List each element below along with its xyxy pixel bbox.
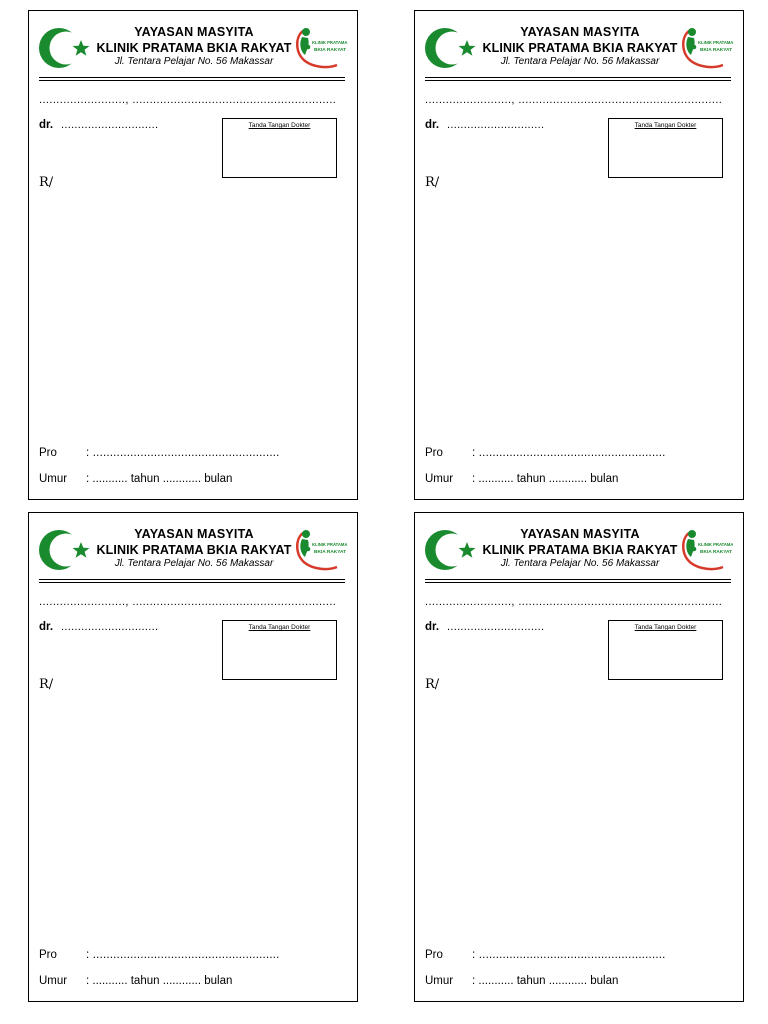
- clinic-address: Jl. Tentara Pelajar No. 56 Makassar: [114, 56, 274, 67]
- doctor-label: dr.: [39, 119, 54, 131]
- signature-label: Tanda Tangan Dokter: [248, 624, 311, 631]
- age-field[interactable]: : ........... tahun ............ bulan: [86, 975, 233, 987]
- age-label: Umur: [39, 975, 68, 987]
- doctor-name-field[interactable]: .............................: [61, 119, 159, 131]
- age-field[interactable]: : ........... tahun ............ bulan: [472, 473, 619, 485]
- header-rule: [425, 582, 731, 583]
- doctor-label: dr.: [425, 621, 440, 633]
- signature-label: Tanda Tangan Dokter: [634, 624, 697, 631]
- header-rule: [425, 77, 731, 78]
- doctor-label: dr.: [425, 119, 440, 131]
- crescent-star-icon: [423, 526, 479, 574]
- signature-box[interactable]: [222, 118, 337, 178]
- age-label: Umur: [39, 473, 68, 485]
- signature-box[interactable]: [608, 118, 723, 178]
- crescent-star-icon: [37, 24, 93, 72]
- age-field[interactable]: : ........... tahun ............ bulan: [472, 975, 619, 987]
- signature-label: Tanda Tangan Dokter: [634, 122, 697, 129]
- foundation-name: YAYASAN MASYITA: [520, 25, 640, 39]
- date-line[interactable]: ........................., ...........................................................: [39, 596, 337, 608]
- rx-symbol: R/: [39, 677, 54, 692]
- age-label: Umur: [425, 473, 454, 485]
- pro-label: Pro: [425, 949, 443, 961]
- signature-label: Tanda Tangan Dokter: [248, 122, 311, 129]
- prescription-card: [414, 10, 744, 500]
- prescription-card: [28, 512, 358, 1002]
- logo-text-bottom: BKIA RAKYAT: [314, 550, 347, 555]
- pro-field[interactable]: : .......................................................: [86, 447, 280, 459]
- signature-box[interactable]: [608, 620, 723, 680]
- prescription-card: [28, 10, 358, 500]
- clinic-name: KLINIK PRATAMA BKIA RAKYAT: [482, 41, 678, 55]
- mother-child-icon: [679, 23, 735, 71]
- signature-box[interactable]: [222, 620, 337, 680]
- clinic-name: KLINIK PRATAMA BKIA RAKYAT: [96, 41, 292, 55]
- pro-label: Pro: [425, 447, 443, 459]
- date-line[interactable]: ........................., ...........................................................: [39, 94, 337, 106]
- logo-text-top: KLINIK PRATAMA: [698, 542, 734, 547]
- crescent-star-icon: [423, 24, 479, 72]
- logo-text-top: KLINIK PRATAMA: [312, 542, 348, 547]
- mother-child-icon: [679, 525, 735, 573]
- header-rule: [39, 582, 345, 583]
- foundation-name: YAYASAN MASYITA: [134, 25, 254, 39]
- header-rule: [425, 80, 731, 81]
- logo-text-bottom: BKIA RAKYAT: [700, 550, 733, 555]
- rx-symbol: R/: [425, 677, 440, 692]
- mother-child-icon: [293, 23, 349, 71]
- doctor-label: dr.: [39, 621, 54, 633]
- doctor-name-field[interactable]: .............................: [447, 119, 545, 131]
- prescription-card: [414, 512, 744, 1002]
- mother-child-icon: [293, 525, 349, 573]
- age-label: Umur: [425, 975, 454, 987]
- clinic-address: Jl. Tentara Pelajar No. 56 Makassar: [114, 558, 274, 569]
- logo-text-top: KLINIK PRATAMA: [312, 40, 348, 45]
- doctor-name-field[interactable]: .............................: [61, 621, 159, 633]
- header-rule: [39, 80, 345, 81]
- age-field[interactable]: : ........... tahun ............ bulan: [86, 473, 233, 485]
- clinic-address: Jl. Tentara Pelajar No. 56 Makassar: [500, 56, 660, 67]
- clinic-address: Jl. Tentara Pelajar No. 56 Makassar: [500, 558, 660, 569]
- rx-symbol: R/: [39, 175, 54, 190]
- logo-text-top: KLINIK PRATAMA: [698, 40, 734, 45]
- header-rule: [39, 579, 345, 580]
- pro-field[interactable]: : .......................................................: [472, 447, 666, 459]
- rx-symbol: R/: [425, 175, 440, 190]
- pro-field[interactable]: : .......................................................: [86, 949, 280, 961]
- logo-text-bottom: BKIA RAKYAT: [314, 48, 347, 53]
- clinic-name: KLINIK PRATAMA BKIA RAKYAT: [96, 543, 292, 557]
- pro-label: Pro: [39, 949, 57, 961]
- foundation-name: YAYASAN MASYITA: [520, 527, 640, 541]
- doctor-name-field[interactable]: .............................: [447, 621, 545, 633]
- date-line[interactable]: ........................., ...........................................................: [425, 596, 723, 608]
- clinic-name: KLINIK PRATAMA BKIA RAKYAT: [482, 543, 678, 557]
- date-line[interactable]: ........................., ...........................................................: [425, 94, 723, 106]
- header-rule: [39, 77, 345, 78]
- header-rule: [425, 579, 731, 580]
- foundation-name: YAYASAN MASYITA: [134, 527, 254, 541]
- pro-label: Pro: [39, 447, 57, 459]
- crescent-star-icon: [37, 526, 93, 574]
- logo-text-bottom: BKIA RAKYAT: [700, 48, 733, 53]
- pro-field[interactable]: : .......................................................: [472, 949, 666, 961]
